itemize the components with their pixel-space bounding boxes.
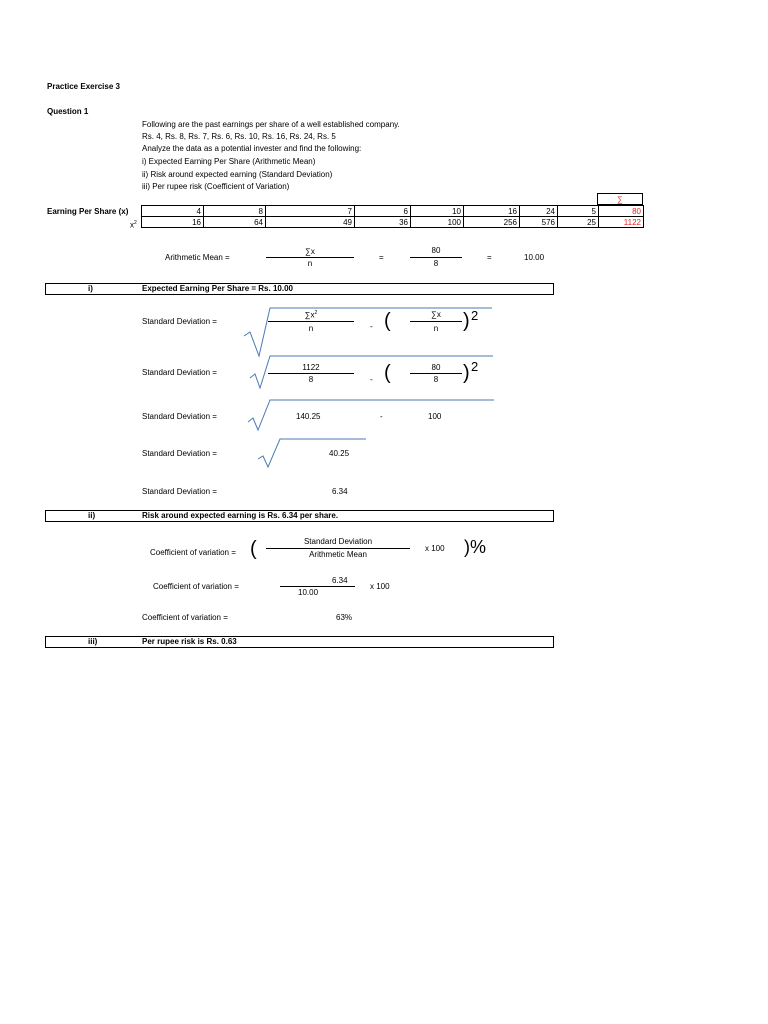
- sd-label: Standard Deviation =: [142, 317, 217, 326]
- multiply-100: x 100: [370, 582, 390, 591]
- page-title: Practice Exercise 3: [47, 82, 120, 91]
- table-row: [142, 217, 644, 228]
- intro-line: Following are the past earnings per share of a well established company.: [142, 120, 400, 129]
- cv-denominator: Arithmetic Mean: [309, 550, 367, 559]
- sd-label: Standard Deviation =: [142, 368, 217, 377]
- intro-line: i) Expected Earning Per Share (Arithmetic Mean): [142, 157, 316, 166]
- answer-tag: ii): [88, 511, 96, 520]
- sd-numerator: $\sum x^2$: [304, 310, 318, 320]
- sigma-header-table: [597, 193, 643, 205]
- question-label: Question 1: [47, 107, 89, 116]
- fraction-bar: [410, 321, 462, 322]
- exponent: 2: [471, 359, 479, 374]
- fraction-bar: [280, 586, 355, 587]
- intro-line: Analyze the data as a potential invester and find the following:: [142, 144, 362, 153]
- answer-tag: iii): [88, 637, 98, 646]
- open-paren: (: [250, 538, 257, 560]
- table-row: [142, 206, 644, 217]
- intro-line: iii) Per rupee risk (Coefficient of Variation): [142, 182, 290, 191]
- sd-value-b: 100: [428, 412, 442, 421]
- intro-line: Rs. 4, Rs. 8, Rs. 7, Rs. 6, Rs. 10, Rs. 16, Rs. 24, Rs. 5: [142, 132, 336, 141]
- table-cell: 16: [142, 217, 204, 228]
- mean-denominator: n: [307, 259, 313, 268]
- table-cell: 25: [558, 217, 599, 228]
- cv-numerator-value: 6.34: [332, 576, 348, 585]
- table-total: 80: [599, 206, 644, 217]
- table-cell: 36: [355, 217, 411, 228]
- sqrt-symbol: [258, 439, 368, 469]
- sd-label: Standard Deviation =: [142, 412, 217, 421]
- sd-label: Standard Deviation =: [142, 449, 217, 458]
- close-paren-percent: )%: [464, 537, 486, 557]
- cv-result: 63%: [336, 613, 353, 622]
- close-paren: ): [463, 362, 470, 384]
- cv-numerator: Standard Deviation: [303, 537, 373, 546]
- sd-denominator: n: [308, 324, 314, 333]
- sd-denominator-2: n: [433, 324, 439, 333]
- fraction-bar: [266, 257, 354, 258]
- answer-text: Per rupee risk is Rs. 0.63: [142, 637, 237, 646]
- table-cell: 256: [464, 217, 520, 228]
- fraction-bar: [266, 548, 410, 549]
- fraction-bar: [268, 321, 354, 322]
- sd-value: 40.25: [329, 449, 350, 458]
- sd-result: 6.34: [332, 487, 348, 496]
- table-cell: 24: [520, 206, 558, 217]
- equals-sign: =: [487, 253, 492, 262]
- mean-numerator-value: 80: [431, 246, 441, 255]
- table-cell: 6: [355, 206, 411, 217]
- minus-sign: -: [370, 375, 373, 384]
- sd-numerator-2: ∑x: [431, 310, 441, 319]
- equals-sign: =: [379, 253, 384, 262]
- table-cell: 5: [558, 206, 599, 217]
- sd-numerator: 1122: [302, 363, 320, 372]
- intro-line: ii) Risk around expected earning (Standard Deviation): [142, 170, 333, 179]
- row-label-x2: $x^2$: [130, 220, 137, 230]
- table-cell: 4: [142, 206, 204, 217]
- table-cell: 64: [204, 217, 266, 228]
- minus-sign: -: [370, 322, 373, 331]
- cv-label: Coefficient of variation =: [150, 548, 236, 557]
- table-cell: 10: [411, 206, 464, 217]
- row-label-x: Earning Per Share (x): [47, 207, 129, 216]
- answer-box-i: [45, 283, 554, 295]
- cv-label: Coefficient of variation =: [153, 582, 239, 591]
- sd-label: Standard Deviation =: [142, 487, 217, 496]
- table-cell: 7: [266, 206, 355, 217]
- fraction-bar: [410, 257, 462, 258]
- fraction-bar: [268, 373, 354, 374]
- multiply-100: x 100: [425, 544, 445, 553]
- data-table: [141, 205, 644, 228]
- table-total: 1122: [599, 217, 644, 228]
- answer-tag: i): [88, 284, 93, 293]
- sd-numerator-2: 80: [431, 363, 441, 372]
- sqrt-symbol: [248, 400, 496, 432]
- mean-denominator-value: 8: [433, 259, 439, 268]
- close-paren: ): [463, 310, 470, 332]
- table-cell: 8: [204, 206, 266, 217]
- answer-box-ii: [45, 510, 554, 522]
- sd-denominator-2: 8: [433, 375, 439, 384]
- mean-numerator: ∑x: [305, 247, 315, 256]
- table-cell: 100: [411, 217, 464, 228]
- mean-result: 10.00: [524, 253, 545, 262]
- answer-text: Risk around expected earning is Rs. 6.34 per share.: [142, 511, 339, 520]
- sigma-header: ∑: [598, 194, 643, 205]
- answer-box-iii: [45, 636, 554, 648]
- minus-sign: -: [380, 412, 383, 421]
- open-paren: (: [384, 362, 391, 384]
- table-cell: 576: [520, 217, 558, 228]
- sd-value-a: 140.25: [296, 412, 321, 421]
- cv-label: Coefficient of variation =: [142, 613, 228, 622]
- exponent: 2: [471, 308, 479, 323]
- answer-text: Expected Earning Per Share = Rs. 10.00: [142, 284, 293, 293]
- cv-denominator-value: 10.00: [298, 588, 319, 597]
- fraction-bar: [410, 373, 462, 374]
- open-paren: (: [384, 310, 391, 332]
- sd-denominator: 8: [308, 375, 314, 384]
- table-cell: 16: [464, 206, 520, 217]
- mean-label: Arithmetic Mean =: [165, 253, 230, 262]
- table-cell: 49: [266, 217, 355, 228]
